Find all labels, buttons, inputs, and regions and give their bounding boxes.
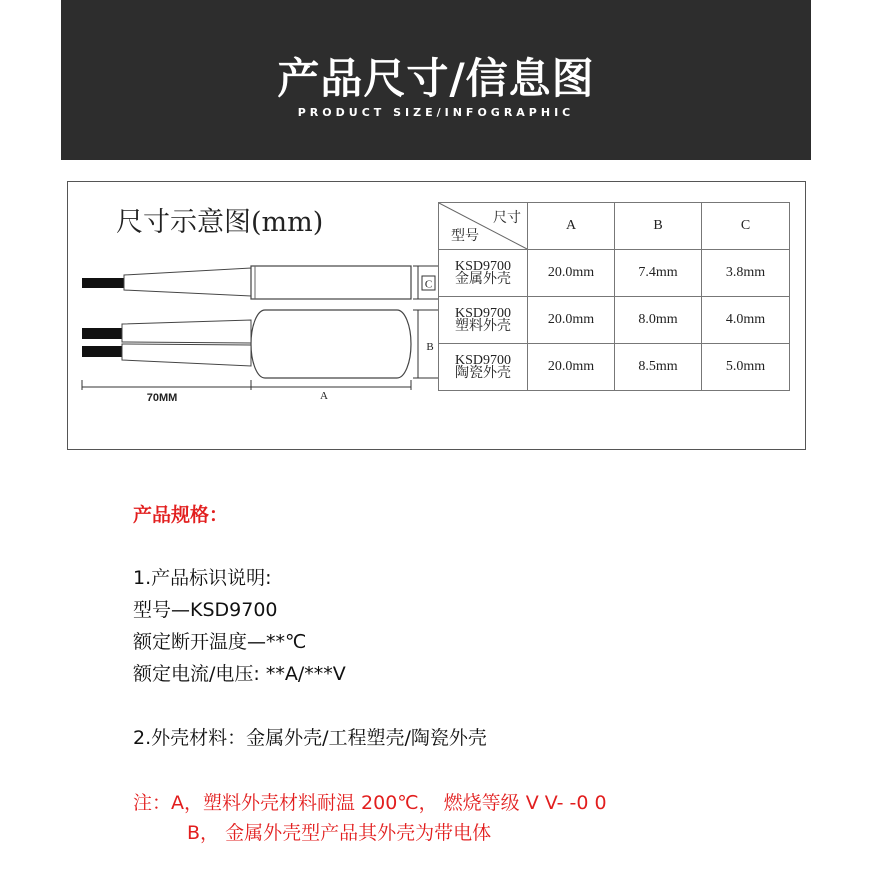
- row-shell: 塑料外壳: [455, 318, 511, 334]
- lower-sensor-lead-2: [82, 346, 122, 357]
- header-banner: [61, 0, 811, 160]
- dimension-table: [438, 202, 790, 391]
- cell-a: 20.0mm: [528, 297, 615, 344]
- upper-sensor-body: [251, 266, 411, 299]
- row-model: KSD9700: [454, 306, 511, 321]
- cell-a: 20.0mm: [528, 344, 615, 391]
- row-model: KSD9700: [454, 259, 511, 274]
- header-model: 型号: [451, 228, 479, 244]
- size-diagram-panel: [67, 181, 806, 450]
- column-header-b: B: [615, 203, 702, 250]
- cell-b: 7.4mm: [615, 250, 702, 297]
- header-size: 尺寸: [493, 210, 521, 226]
- spec-item2: 2.外壳材料：金属外壳/工程塑壳/陶瓷外壳: [133, 727, 487, 749]
- dim-label-a: A: [320, 390, 328, 402]
- dim-label-c: C: [424, 278, 433, 291]
- upper-sensor-lead: [82, 278, 124, 288]
- spec-note-1: 注：A，塑料外壳材料耐温 200℃， 燃烧等级 V V- -0 0: [133, 792, 607, 814]
- row-model-cell: [439, 344, 528, 391]
- diagram-title: 尺寸示意图(mm): [116, 207, 324, 238]
- table-row: [439, 344, 790, 391]
- row-model: KSD9700: [454, 353, 511, 368]
- column-header-c: C: [702, 203, 790, 250]
- spec-current-line: 额定电流/电压: **A/***V: [133, 663, 346, 685]
- row-model-cell: [439, 250, 528, 297]
- row-shell: 金属外壳: [455, 271, 511, 287]
- lower-sensor-body: [251, 310, 411, 378]
- row-shell: 陶瓷外壳: [455, 365, 511, 381]
- spec-item1-title: 1.产品标识说明:: [133, 567, 272, 589]
- dim-label-length: 70MM: [146, 392, 178, 404]
- spec-model-line: 型号—KSD9700: [133, 599, 278, 621]
- lower-sensor-lead-1: [82, 328, 122, 339]
- dim-label-b: B: [426, 341, 434, 353]
- table-row: [439, 297, 790, 344]
- row-model-cell: [439, 297, 528, 344]
- cell-c: 3.8mm: [702, 250, 790, 297]
- specs-heading: 产品规格：: [133, 504, 229, 526]
- spec-temp-line: 额定断开温度—**℃: [133, 631, 307, 653]
- spec-note-2: B， 金属外壳型产品其外壳为带电体: [187, 822, 492, 844]
- page-subtitle: PRODUCT SIZE/INFOGRAPHIC: [297, 106, 575, 119]
- cell-c: 4.0mm: [702, 297, 790, 344]
- cell-b: 8.5mm: [615, 344, 702, 391]
- cell-c: 5.0mm: [702, 344, 790, 391]
- table-corner-header: [439, 203, 528, 250]
- upper-sensor-sleeve: [124, 268, 251, 296]
- cell-b: 8.0mm: [615, 297, 702, 344]
- column-header-a: A: [528, 203, 615, 250]
- cell-a: 20.0mm: [528, 250, 615, 297]
- page-title: 产品尺寸/信息图: [277, 54, 595, 103]
- table-row: [439, 250, 790, 297]
